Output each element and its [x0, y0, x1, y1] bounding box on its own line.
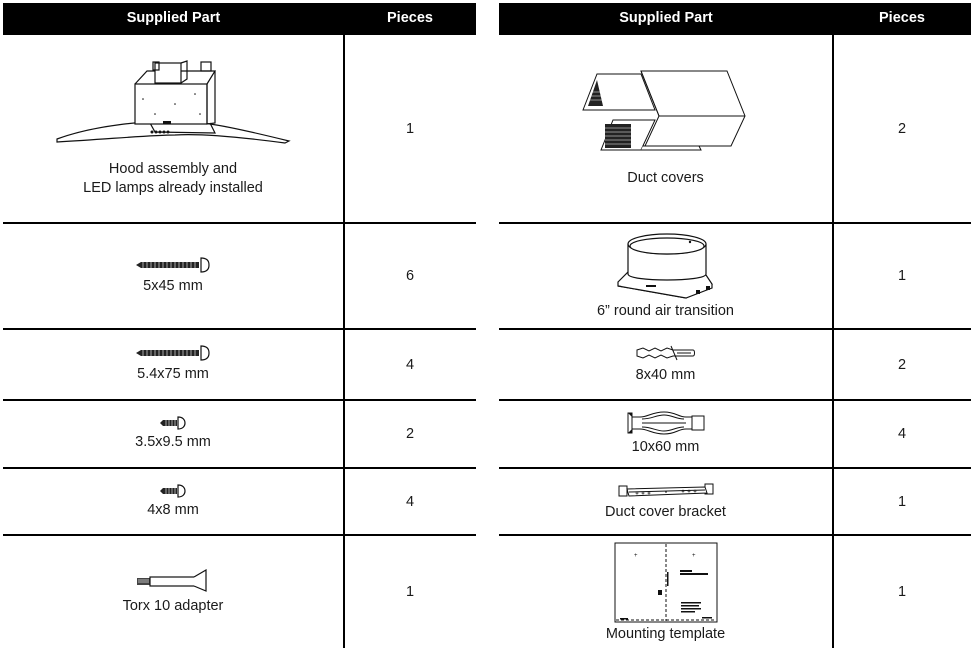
pieces-count: 6	[405, 268, 415, 284]
pieces-count: 4	[405, 493, 415, 510]
pieces-count: 1	[897, 493, 907, 510]
part-label: 3.5x9.5 mm	[135, 434, 211, 450]
table-row	[3, 330, 343, 399]
air-transition-icon	[616, 232, 716, 300]
part-label: LED lamps already installed	[83, 180, 263, 196]
pieces-count: 1	[897, 268, 907, 284]
table-header	[3, 3, 476, 35]
short-screw-icon	[159, 484, 187, 498]
svg-text:+: +	[691, 553, 696, 559]
long-screw-icon	[135, 345, 211, 361]
parts-table-left	[3, 3, 476, 648]
header-pieces: Pieces	[387, 10, 433, 26]
table-row	[499, 35, 832, 222]
header-supplied-part: Supplied Part	[619, 10, 713, 26]
table-row	[499, 330, 832, 399]
duct-covers-icon	[581, 70, 751, 155]
pieces-count: 2	[405, 426, 415, 442]
torx-adapter-icon	[136, 569, 210, 593]
header-supplied-part: Supplied Part	[126, 10, 221, 26]
header-pieces: Pieces	[879, 10, 925, 26]
part-label: 4x8 mm	[147, 501, 199, 518]
pieces-count: 2	[897, 356, 907, 373]
pieces-count: 2	[897, 120, 907, 137]
pieces-count: 1	[405, 120, 415, 137]
range-hood-icon	[55, 59, 291, 154]
table-row	[3, 35, 343, 222]
table-row	[3, 469, 343, 534]
table-row	[499, 536, 832, 648]
part-label: Hood assembly and	[108, 161, 238, 177]
pieces-count: 4	[897, 426, 907, 442]
short-screw-icon	[159, 416, 187, 430]
table-row	[3, 401, 343, 467]
table-row	[499, 469, 832, 534]
mounting-template-icon	[614, 542, 718, 624]
pieces-count: 1	[897, 584, 907, 600]
part-label: 6” round air transition	[596, 302, 734, 319]
part-label: 10x60 mm	[631, 439, 700, 455]
pieces-count: 4	[405, 356, 415, 373]
part-label: 5.4x75 mm	[137, 366, 209, 382]
part-label: Mounting template	[605, 626, 726, 642]
pieces-count: 1	[405, 584, 415, 600]
part-label: 5x45 mm	[143, 277, 203, 294]
table-row	[3, 536, 343, 648]
table-header	[499, 3, 971, 35]
part-label: Torx 10 adapter	[122, 597, 224, 614]
table-row	[499, 401, 832, 467]
hollow-wall-anchor-icon	[626, 411, 706, 435]
long-screw-icon	[135, 257, 211, 273]
part-label: Duct cover bracket	[605, 503, 726, 520]
svg-text:+: +	[633, 553, 638, 559]
parts-table-right	[499, 3, 971, 648]
table-row	[3, 224, 343, 328]
part-label: 8x40 mm	[635, 367, 696, 383]
bracket-icon	[617, 482, 715, 500]
table-row	[499, 224, 832, 328]
wall-anchor-icon	[635, 344, 697, 362]
part-label: Duct covers	[627, 169, 704, 186]
